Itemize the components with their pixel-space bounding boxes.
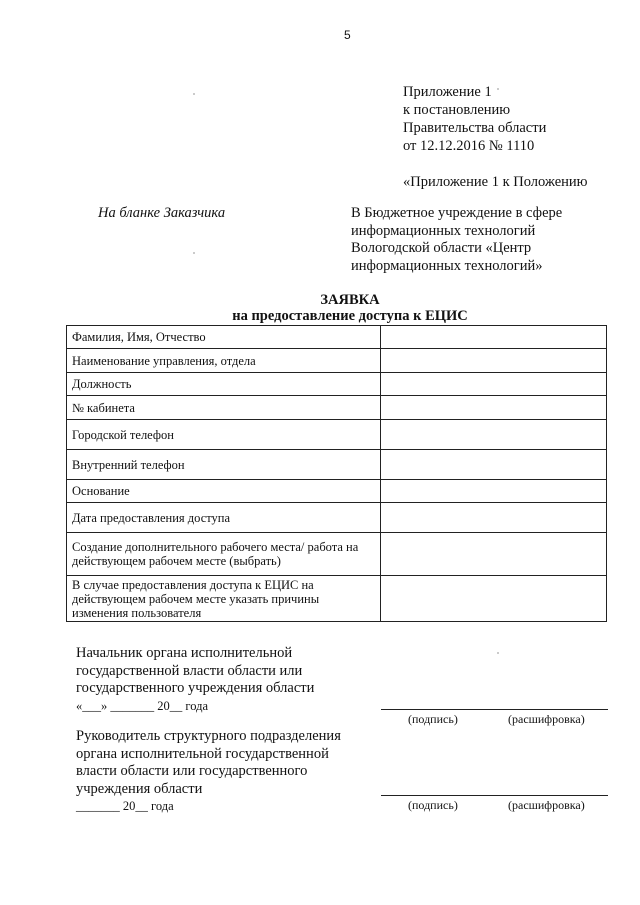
row-value-field[interactable] — [381, 533, 607, 576]
row-label: Внутренний телефон — [67, 450, 381, 480]
row-value-field[interactable] — [381, 576, 607, 622]
signature-line[interactable] — [381, 795, 608, 796]
row-value-field[interactable] — [381, 503, 607, 533]
signature-role-line: органа исполнительной государственной — [76, 745, 329, 762]
signature-role-line: учреждения области — [76, 780, 203, 797]
annex-line: к постановлению — [403, 102, 511, 118]
request-form-table — [66, 325, 607, 622]
annex-line: Правительства области — [403, 120, 547, 136]
table-row — [67, 396, 607, 420]
signature-caption: (подпись) — [408, 712, 458, 726]
row-label-line: действующем рабочем месте указать причины — [72, 591, 320, 606]
table-row — [67, 349, 607, 373]
table-row — [67, 480, 607, 503]
table-row — [67, 420, 607, 450]
annex-line: от 12.12.2016 № 1110 — [403, 138, 535, 154]
scan-speck — [193, 252, 195, 254]
table-row — [67, 373, 607, 396]
signature-date: «___» _______ 20__ года — [76, 698, 208, 713]
row-value-field[interactable] — [381, 480, 607, 503]
letterhead-note: На бланке Заказчика — [98, 205, 226, 221]
row-label: Городской телефон — [67, 420, 381, 450]
row-label-line: действующем рабочем месте (выбрать) — [72, 554, 281, 568]
row-label: Должность — [67, 373, 381, 396]
addressee-block — [351, 205, 562, 275]
scan-speck — [497, 88, 499, 90]
row-label: Фамилия, Имя, Отчество — [67, 326, 381, 349]
row-label — [67, 533, 381, 576]
row-value-field[interactable] — [381, 396, 607, 420]
signature-role-line: государственного учреждения области — [76, 680, 315, 696]
row-label: Наименование управления, отдела — [67, 349, 381, 373]
decoding-caption: (расшифровка) — [508, 798, 585, 812]
table-row — [67, 576, 607, 622]
page-number: 5 — [344, 28, 351, 42]
row-value-field[interactable] — [381, 420, 607, 450]
signature-block-unit-head — [76, 728, 341, 816]
addressee-line: информационных технологий — [351, 222, 536, 239]
annex-line: «Приложение 1 к Положению — [403, 174, 588, 190]
signature-line[interactable] — [381, 709, 608, 710]
signature-role-line: государственной власти области или — [76, 662, 303, 679]
addressee-line: Вологодской области «Центр — [351, 240, 532, 256]
table-row — [67, 450, 607, 480]
signature-role-line: Начальник органа исполнительной — [76, 645, 293, 661]
document-subtitle: на предоставление доступа к ЕЦИС — [232, 308, 468, 324]
scan-speck — [497, 652, 499, 654]
addressee-line: В Бюджетное учреждение в сфере — [351, 205, 563, 221]
row-value-field[interactable] — [381, 349, 607, 373]
signature-date: _______ 20__ года — [76, 799, 174, 813]
table-row — [67, 326, 607, 349]
addressee-line: информационных технологий» — [351, 257, 543, 274]
row-label-line: В случае предоставления доступа к ЕЦИС на — [72, 577, 314, 592]
row-value-field[interactable] — [381, 326, 607, 349]
signature-role-line: власти области или государственного — [76, 763, 308, 779]
row-label: Дата предоставления доступа — [67, 503, 381, 533]
row-value-field[interactable] — [381, 373, 607, 396]
document-title: ЗАЯВКА — [320, 292, 380, 308]
table-row — [67, 533, 607, 576]
decoding-caption: (расшифровка) — [508, 712, 585, 726]
row-label-line: Создание дополнительного рабочего места/ работа на — [72, 540, 359, 554]
table-row — [67, 503, 607, 533]
annex-line: Приложение 1 — [403, 84, 492, 100]
signature-role-line: Руководитель структурного подразделения — [76, 728, 341, 744]
row-value-field[interactable] — [381, 450, 607, 480]
row-label — [67, 576, 381, 622]
row-label: Основание — [67, 480, 381, 503]
row-label: № кабинета — [67, 396, 381, 420]
annex-reference — [403, 83, 588, 191]
scan-speck — [193, 93, 195, 95]
signature-block-head — [76, 645, 314, 715]
signature-caption: (подпись) — [408, 798, 458, 812]
row-label-line: изменения пользователя — [72, 605, 202, 620]
